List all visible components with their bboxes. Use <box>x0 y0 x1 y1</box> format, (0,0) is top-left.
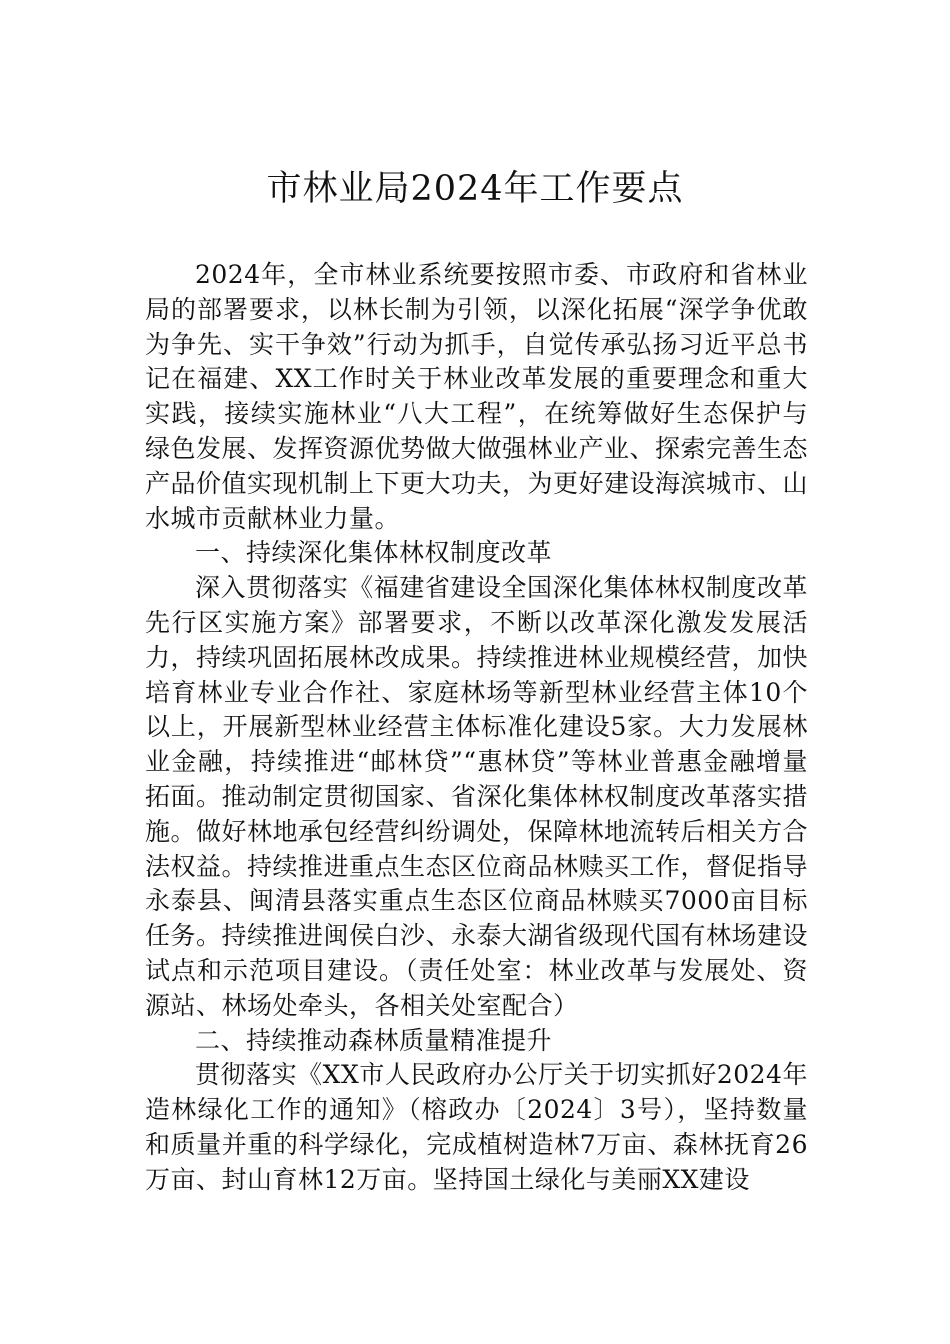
section-heading-1: 一、持续深化集体林权制度改革 <box>195 538 553 568</box>
section-heading-2: 二、持续推动森林质量精准提升 <box>195 1025 553 1055</box>
intro-paragraph: 2024年，全市林业系统要按照市委、市政府和省林业局的部署要求，以林长制为引领，以深化拓展“深学争优敢为争先、实干争效”行动为抓手，自觉传承弘扬习近平总书记在福建、XX工作时关于林业改革发展的重要理念和重大实践，接续实施林业“八大工程”，在统筹做好生态保护与绿色发展、发挥资源优势做大做强林业产业、探索完善生态产品价值实现机制上下更大功夫，为更好建设海滨城市、山水城市贡献林业力量。 <box>145 260 809 533</box>
document-title: 市林业局2024年工作要点 <box>266 169 684 209</box>
document-body <box>145 258 808 1198</box>
section-body-1: 深入贯彻落实《福建省建设全国深化集体林权制度改革先行区实施方案》部署要求，不断以改革深化激发发展活力，持续巩固拓展林改成果。持续推进林业规模经营，加快培育林业专业合作社、家庭林场等新型林业经营主体10个以上，开展新型林业经营主体标准化建设5家。大力发展林业金融，持续推进“邮林贷”“惠林贷”等林业普惠金融增量拓面。推动制定贯彻国家、省深化集体林权制度改革落实措施。做好林地承包经营纠纷调处，保障林地流转后相关方合法权益。持续推进重点生态区位商品林赎买工作，督促指导永泰县、闽清县落实重点生态区位商品林赎买7000亩目标任务。持续推进闽侯白沙、永泰大湖省级现代国有林场建设试点和示范项目建设。（责任处室：林业改革与发展处、资源站、林场处牵头，各相关处室配合） <box>145 573 809 1020</box>
section-body-2: 贯彻落实《XX市人民政府办公厅关于切实抓好2024年造林绿化工作的通知》（榕政办〔2024〕3号），坚持数量和质量并重的科学绿化，完成植树造林7万亩、森林抚育26万亩、封山育林12万亩。坚持国土绿化与美丽XX建设 <box>145 1060 808 1194</box>
